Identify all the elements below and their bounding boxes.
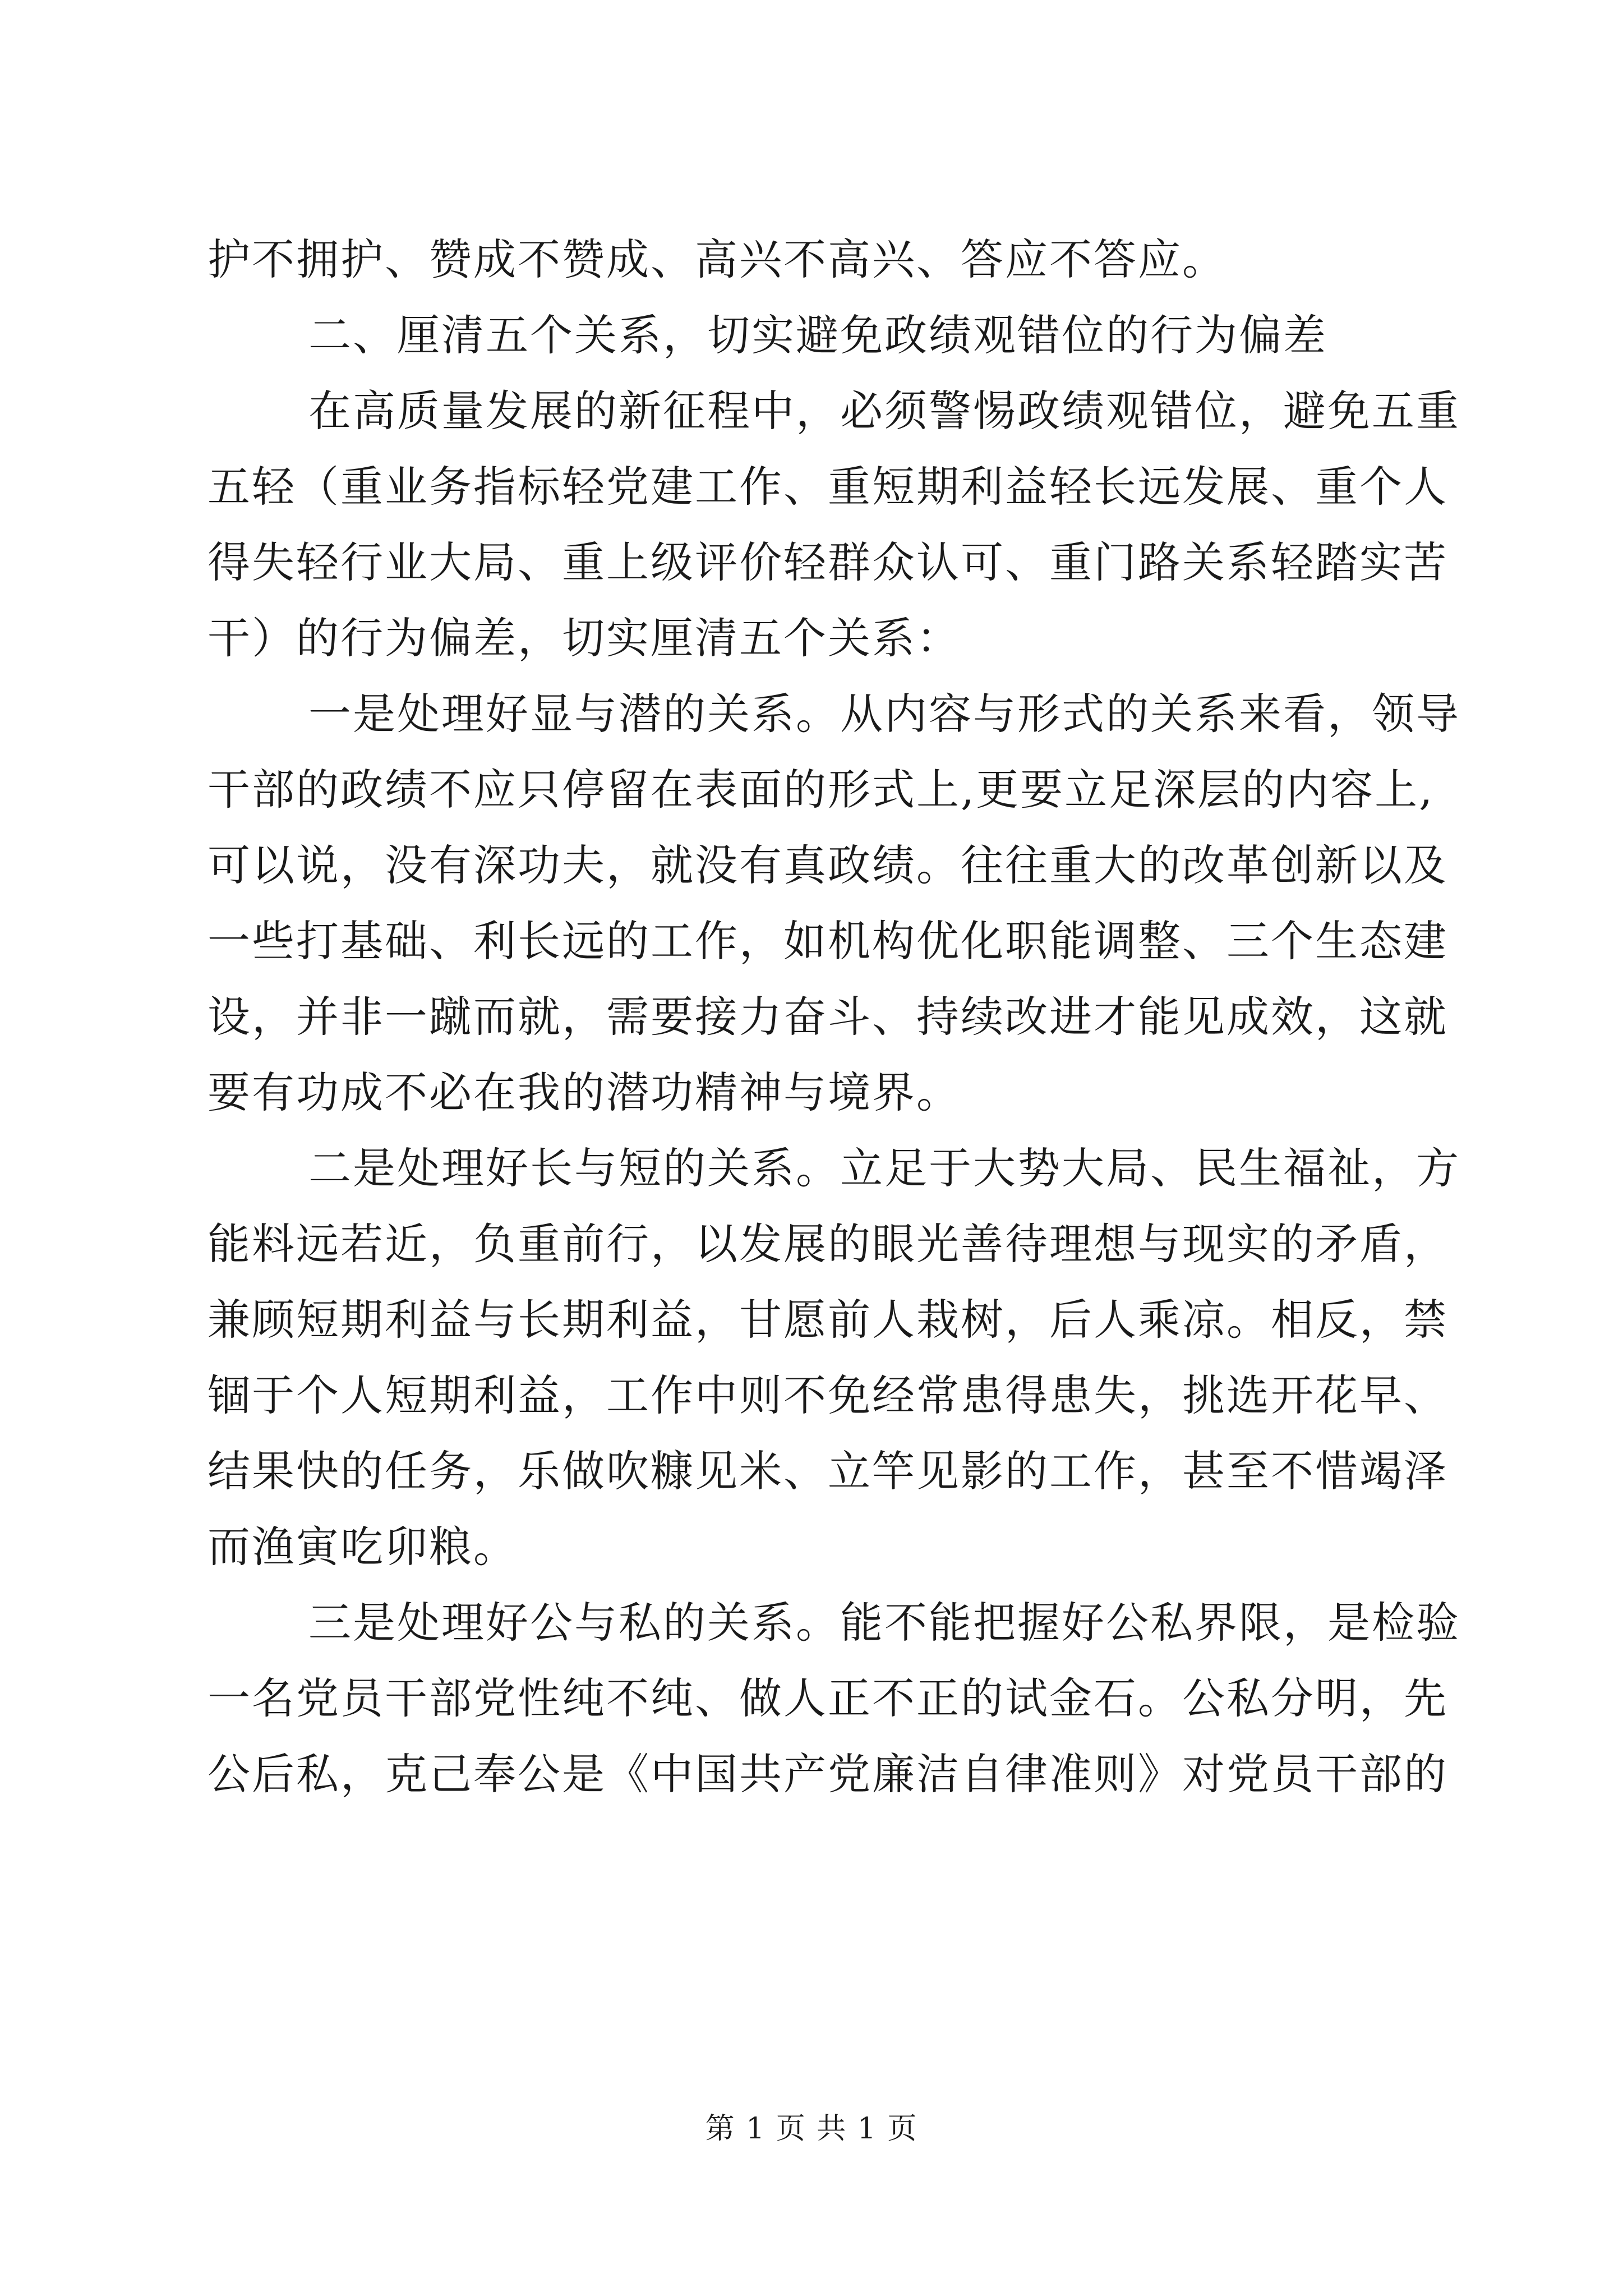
text-line: 能料远若近，负重前行，以发展的眼光善待理想与现实的矛盾，	[208, 1219, 1448, 1269]
text-line: 公后私，克己奉公是《中国共产党廉洁自律准则》对党员干部的	[208, 1749, 1448, 1799]
text-line: 一名党员干部党性纯不纯、做人正不正的试金石。公私分明，先	[208, 1673, 1448, 1723]
text-line: 干部的政绩不应只停留在表面的形式上,更要立足深层的内容上,	[208, 765, 1435, 815]
text-line: 可以说，没有深功夫，就没有真政绩。往往重大的改革创新以及	[208, 840, 1448, 890]
section-heading: 二、厘清五个关系，切实避免政绩观错位的行为偏差	[308, 310, 1327, 360]
document-body	[208, 222, 1460, 1812]
text-line: 锢于个人短期利益，工作中则不免经常患得患失，挑选开花早、	[208, 1370, 1448, 1420]
text-line: 二是处理好长与短的关系。立足于大势大局、民生福祉，方	[308, 1143, 1460, 1193]
text-line: 五轻（重业务指标轻党建工作、重短期利益轻长远发展、重个人	[208, 462, 1448, 512]
text-line: 设，并非一蹴而就，需要接力奋斗、持续改进才能见成效，这就	[208, 992, 1448, 1042]
text-line: 一是处理好显与潜的关系。从内容与形式的关系来看，领导	[308, 689, 1460, 739]
text-line: 干）的行为偏差，切实厘清五个关系：	[208, 613, 961, 663]
text-line: 结果快的任务，乐做吹糠见米、立竿见影的工作，甚至不惜竭泽	[208, 1446, 1448, 1496]
text-line: 要有功成不必在我的潜功精神与境界。	[208, 1068, 961, 1117]
text-line: 三是处理好公与私的关系。能不能把握好公私界限，是检验	[308, 1598, 1460, 1648]
page-number-footer: 第 1 页 共 1 页	[705, 2112, 918, 2146]
text-line: 兼顾短期利益与长期利益，甘愿前人栽树，后人乘凉。相反，禁	[208, 1295, 1448, 1345]
text-line: 得失轻行业大局、重上级评价轻群众认可、重门路关系轻踏实苦	[208, 537, 1448, 587]
text-line: 护不拥护、赞成不赞成、高兴不高兴、答应不答应。	[208, 234, 1227, 284]
text-line: 而渔寅吃卯粮。	[208, 1522, 518, 1572]
text-line: 一些打基础、利长远的工作，如机构优化职能调整、三个生态建	[208, 916, 1448, 966]
text-line: 在高质量发展的新征程中，必须警惕政绩观错位，避免五重	[308, 386, 1460, 436]
